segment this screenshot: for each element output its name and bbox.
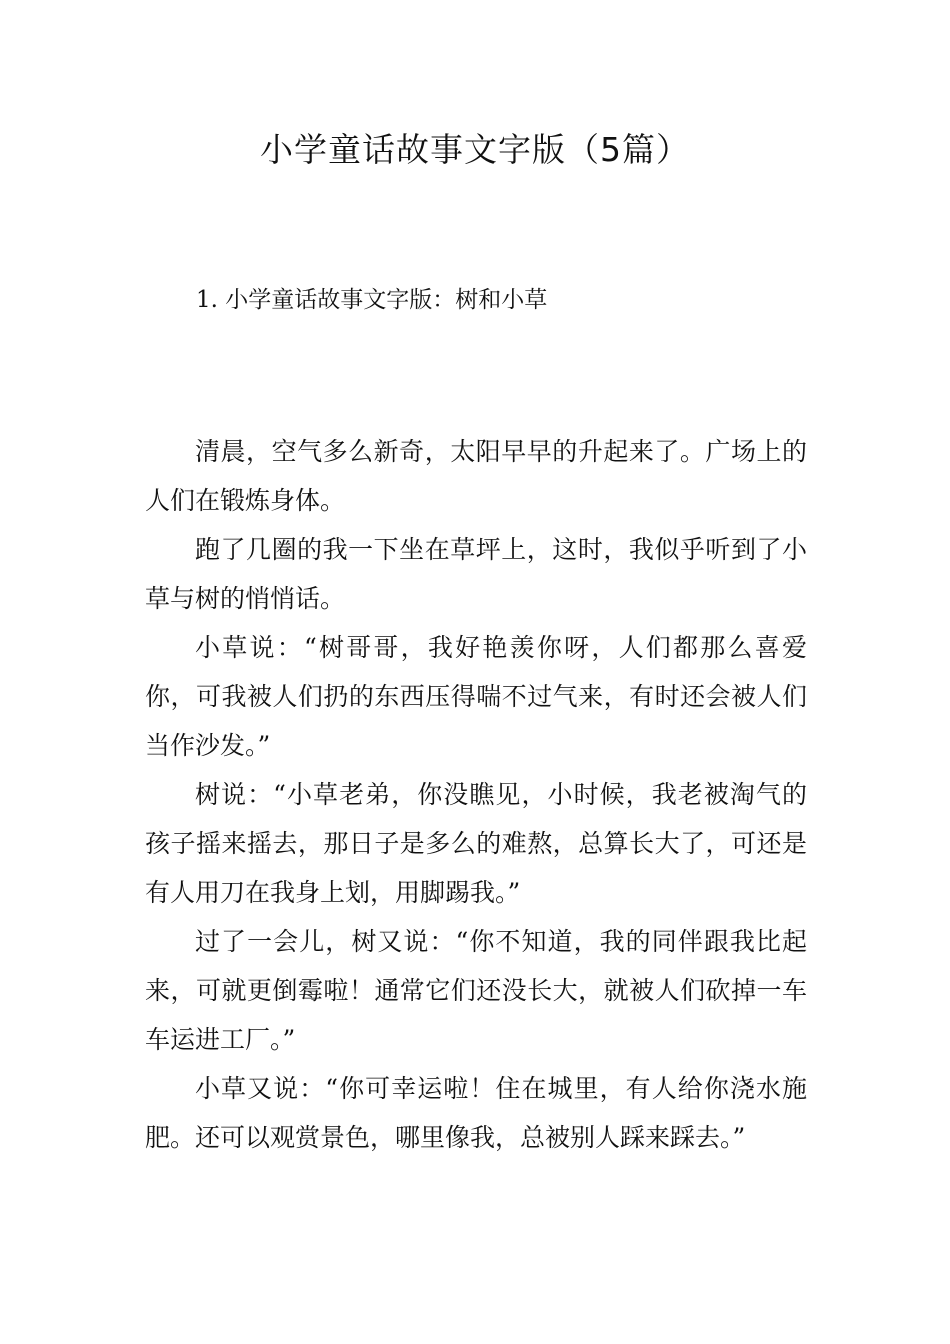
document-title: 小学童话故事文字版（5篇） [260, 130, 690, 169]
paragraph: 树说：“小草老弟，你没瞧见，小时候，我老被淘气的孩子摇来摇去，那日子是多么的难熬，总算长大了，可还是有人用刀在我身上划，用脚踢我。” [145, 780, 807, 907]
paragraph: 小草又说：“你可幸运啦！住在城里，有人给你浇水施肥。还可以观赏景色，哪里像我，总被别人踩来踩去。” [145, 1074, 807, 1152]
paragraph: 跑了几圈的我一下坐在草坪上，这时，我似乎听到了小草与树的悄悄话。 [145, 535, 807, 613]
story-body [145, 427, 807, 1162]
paragraph: 清晨，空气多么新奇，太阳早早的升起来了。广场上的人们在锻炼身体。 [145, 437, 807, 515]
paragraph: 过了一会儿，树又说：“你不知道，我的同伴跟我比起来，可就更倒霉啦！通常它们还没长大，就被人们砍掉一车车运进工厂。” [145, 927, 807, 1054]
paragraph: 小草说：“树哥哥，我好艳羡你呀，人们都那么喜爱你，可我被人们扔的东西压得喘不过气来，有时还会被人们当作沙发。” [145, 633, 807, 760]
section-heading: 1. 小学童话故事文字版：树和小草 [196, 287, 548, 313]
